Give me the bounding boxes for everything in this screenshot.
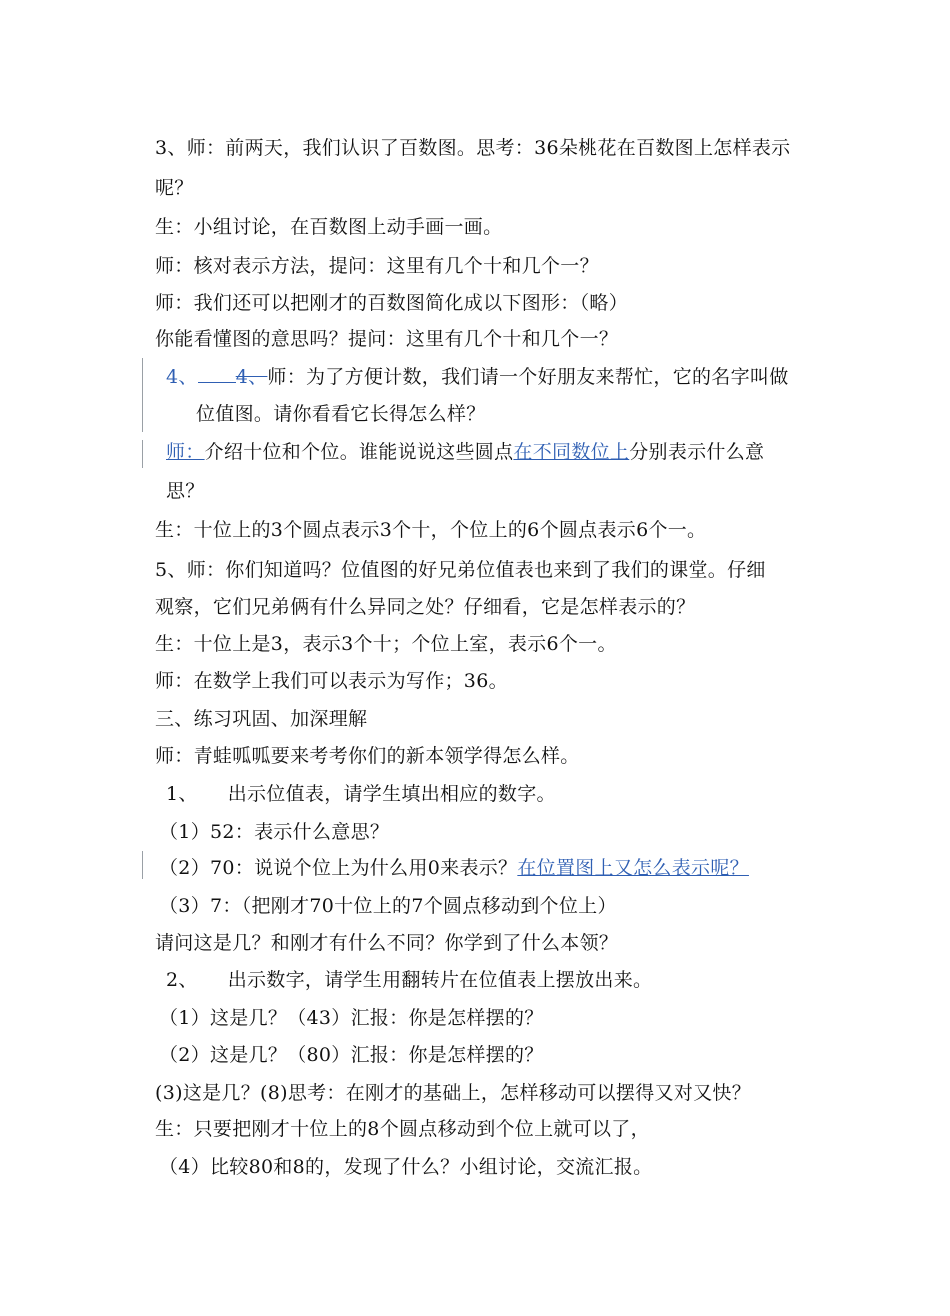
text-line: （4）比较80和8的，发现了什么？小组讨论，交流汇报。 <box>159 1156 653 1178</box>
text-line: 生：十位上的3个圆点表示3个十，个位上的6个圆点表示6个一。 <box>155 519 707 541</box>
inserted-list-number: 4、 <box>166 366 198 388</box>
text-line: 生：只要把刚才十位上的8个圆点移动到个位上就可以了， <box>155 1118 650 1140</box>
text-line: 思？ <box>166 480 205 502</box>
revision-bar <box>142 358 143 432</box>
text-line-revised <box>166 438 764 466</box>
text-segment: 师：为了方便计数，我们请一个好朋友来帮忙，它的名字叫做 <box>267 366 789 388</box>
text-segment: 介绍十位和个位。谁能说说这些圆点 <box>204 441 514 463</box>
text-line: 观察，它们兄弟俩有什么异同之处？仔细看，它是怎样表示的？ <box>155 596 696 618</box>
list-number: 2、 <box>166 969 198 991</box>
text-line: 你能看懂图的意思吗？提问：这里有几个十和几个一？ <box>155 328 619 350</box>
text-line: （3）7：（把刚才70十位上的7个圆点移动到个位上） <box>159 895 617 917</box>
text-line: 5、师：你们知道吗？位值图的好兄弟位值表也来到了我们的课堂。仔细 <box>155 559 766 581</box>
text-line: 生：十位上是3，表示3个十；个位上室，表示6个一。 <box>155 633 617 655</box>
list-item <box>166 966 652 994</box>
text-line: 生：小组讨论，在百数图上动手画一画。 <box>155 216 503 238</box>
text-segment: 出示位值表，请学生填出相应的数字。 <box>227 783 556 805</box>
list-number: 1、 <box>166 783 198 805</box>
inserted-text: 师： <box>166 441 205 463</box>
inserted-text: 在不同数位上 <box>513 441 630 463</box>
text-line: 3、师：前两天，我们认识了百数图。思考：36朵桃花在百数图上怎样表示 <box>155 137 791 159</box>
text-line: （1）这是几？（43）汇报：你是怎样摆的？ <box>159 1007 544 1029</box>
text-line: (3)这是几？(8)思考：在刚才的基础上，怎样移动可以摆得又对又快？ <box>155 1082 752 1104</box>
text-line: （1）52：表示什么意思？ <box>159 821 390 843</box>
text-line: 师：青蛙呱呱要来考考你们的新本领学得怎么样。 <box>155 745 580 767</box>
text-line: 师：核对表示方法，提问：这里有几个十和几个一？ <box>155 255 599 277</box>
text-segment: 分别表示什么意 <box>629 441 765 463</box>
revision-bar <box>142 440 143 468</box>
text-line: 呢？ <box>155 177 194 199</box>
inserted-underline <box>198 362 236 383</box>
list-item <box>166 780 556 808</box>
revision-bar <box>142 851 143 879</box>
text-line: 位值图。请你看看它长得怎么样？ <box>196 403 486 425</box>
text-line: 师：我们还可以把刚才的百数图简化成以下图形：（略） <box>155 292 629 314</box>
text-line-revised <box>159 854 749 882</box>
text-line: 师：在数学上我们可以表示为写作；36。 <box>155 670 508 692</box>
inserted-text: 在位置图上又怎么表示呢？ <box>517 857 749 879</box>
text-segment: 出示数字，请学生用翻转片在位值表上摆放出来。 <box>227 969 653 991</box>
deleted-list-number: 4、 <box>235 366 268 388</box>
section-heading: 三、练习巩固、加深理解 <box>155 708 368 730</box>
text-line-revised <box>166 362 789 391</box>
text-line: 请问这是几？和刚才有什么不同？你学到了什么本领？ <box>155 932 619 954</box>
text-segment: （2）70：说说个位上为什么用0来表示？ <box>159 857 518 879</box>
text-line: （2）这是几？（80）汇报：你是怎样摆的？ <box>159 1044 544 1066</box>
